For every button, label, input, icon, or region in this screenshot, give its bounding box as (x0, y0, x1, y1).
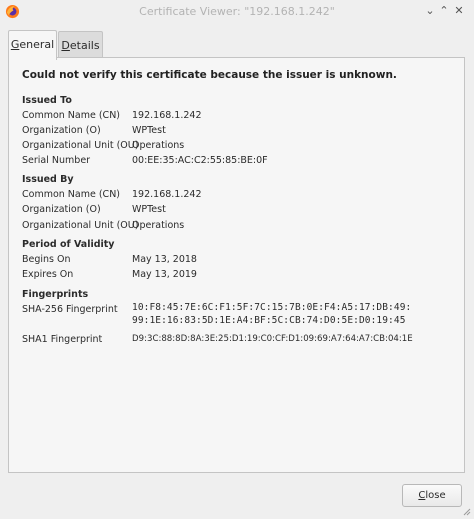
begins-on-value: May 13, 2018 (132, 254, 197, 265)
fingerprints-heading: Fingerprints (22, 289, 89, 300)
tab-details-label: etails (69, 39, 100, 52)
sha1-value: D9:3C:88:8D:8A:3E:25:D1:19:C0:CF:D1:09:69:A7:64:A7:CB:04:1E (132, 334, 413, 344)
sha256-value-line2: 99:1E:16:83:5D:1E:A4:BF:5C:CB:74:D0:5E:D0:19:45 (132, 315, 406, 326)
begins-on-label: Begins On (22, 254, 71, 265)
tab-details[interactable] (58, 31, 103, 58)
issued-by-heading: Issued By (22, 174, 74, 185)
close-button-mnemonic: C (418, 490, 426, 501)
tab-general[interactable] (8, 30, 57, 60)
validity-heading: Period of Validity (22, 239, 115, 250)
sha256-value-line1: 10:F8:45:7E:6C:F1:5F:7C:15:7B:0E:F4:A5:17:DB:49: (132, 302, 412, 313)
close-button[interactable] (402, 484, 462, 507)
issued-to-o-label: Organization (O) (22, 125, 101, 136)
issued-to-heading: Issued To (22, 95, 72, 106)
serial-number-value: 00:EE:35:AC:C2:55:85:BE:0F (132, 155, 268, 166)
window-title: Certificate Viewer: "192.168.1.242" (139, 5, 335, 18)
issued-to-ou-label: Organizational Unit (OU) (22, 140, 139, 151)
close-window-icon[interactable]: ✕ (454, 4, 464, 17)
issued-by-o-label: Organization (O) (22, 204, 101, 215)
issued-by-ou-label: Organizational Unit (OU) (22, 220, 139, 231)
issued-by-cn-value: 192.168.1.242 (132, 189, 202, 200)
maximize-icon[interactable]: ⌃ (439, 4, 449, 17)
tab-details-mnemonic: D (61, 39, 70, 52)
issued-to-o-value: WPTest (132, 125, 166, 136)
tab-general-label: eneral (19, 38, 55, 51)
issued-by-ou-value: Operations (132, 220, 185, 231)
close-button-label: lose (425, 490, 446, 501)
issued-to-cn-value: 192.168.1.242 (132, 110, 202, 121)
resize-grip-icon[interactable] (463, 508, 471, 516)
minimize-icon[interactable]: ⌄ (425, 4, 435, 17)
issued-to-cn-label: Common Name (CN) (22, 110, 121, 121)
expires-on-value: May 13, 2019 (132, 269, 197, 280)
serial-number-label: Serial Number (22, 155, 91, 166)
issued-to-ou-value: Operations (132, 140, 185, 151)
sha256-label: SHA-256 Fingerprint (22, 304, 118, 315)
tab-general-mnemonic: G (10, 38, 20, 51)
general-panel (8, 57, 465, 473)
sha1-label: SHA1 Fingerprint (22, 334, 103, 345)
issued-by-o-value: WPTest (132, 204, 166, 215)
issued-by-cn-label: Common Name (CN) (22, 189, 121, 200)
verification-warning: Could not verify this certificate because the issuer is unknown. (22, 69, 397, 81)
title-bar[interactable] (0, 0, 474, 24)
expires-on-label: Expires On (22, 269, 74, 280)
